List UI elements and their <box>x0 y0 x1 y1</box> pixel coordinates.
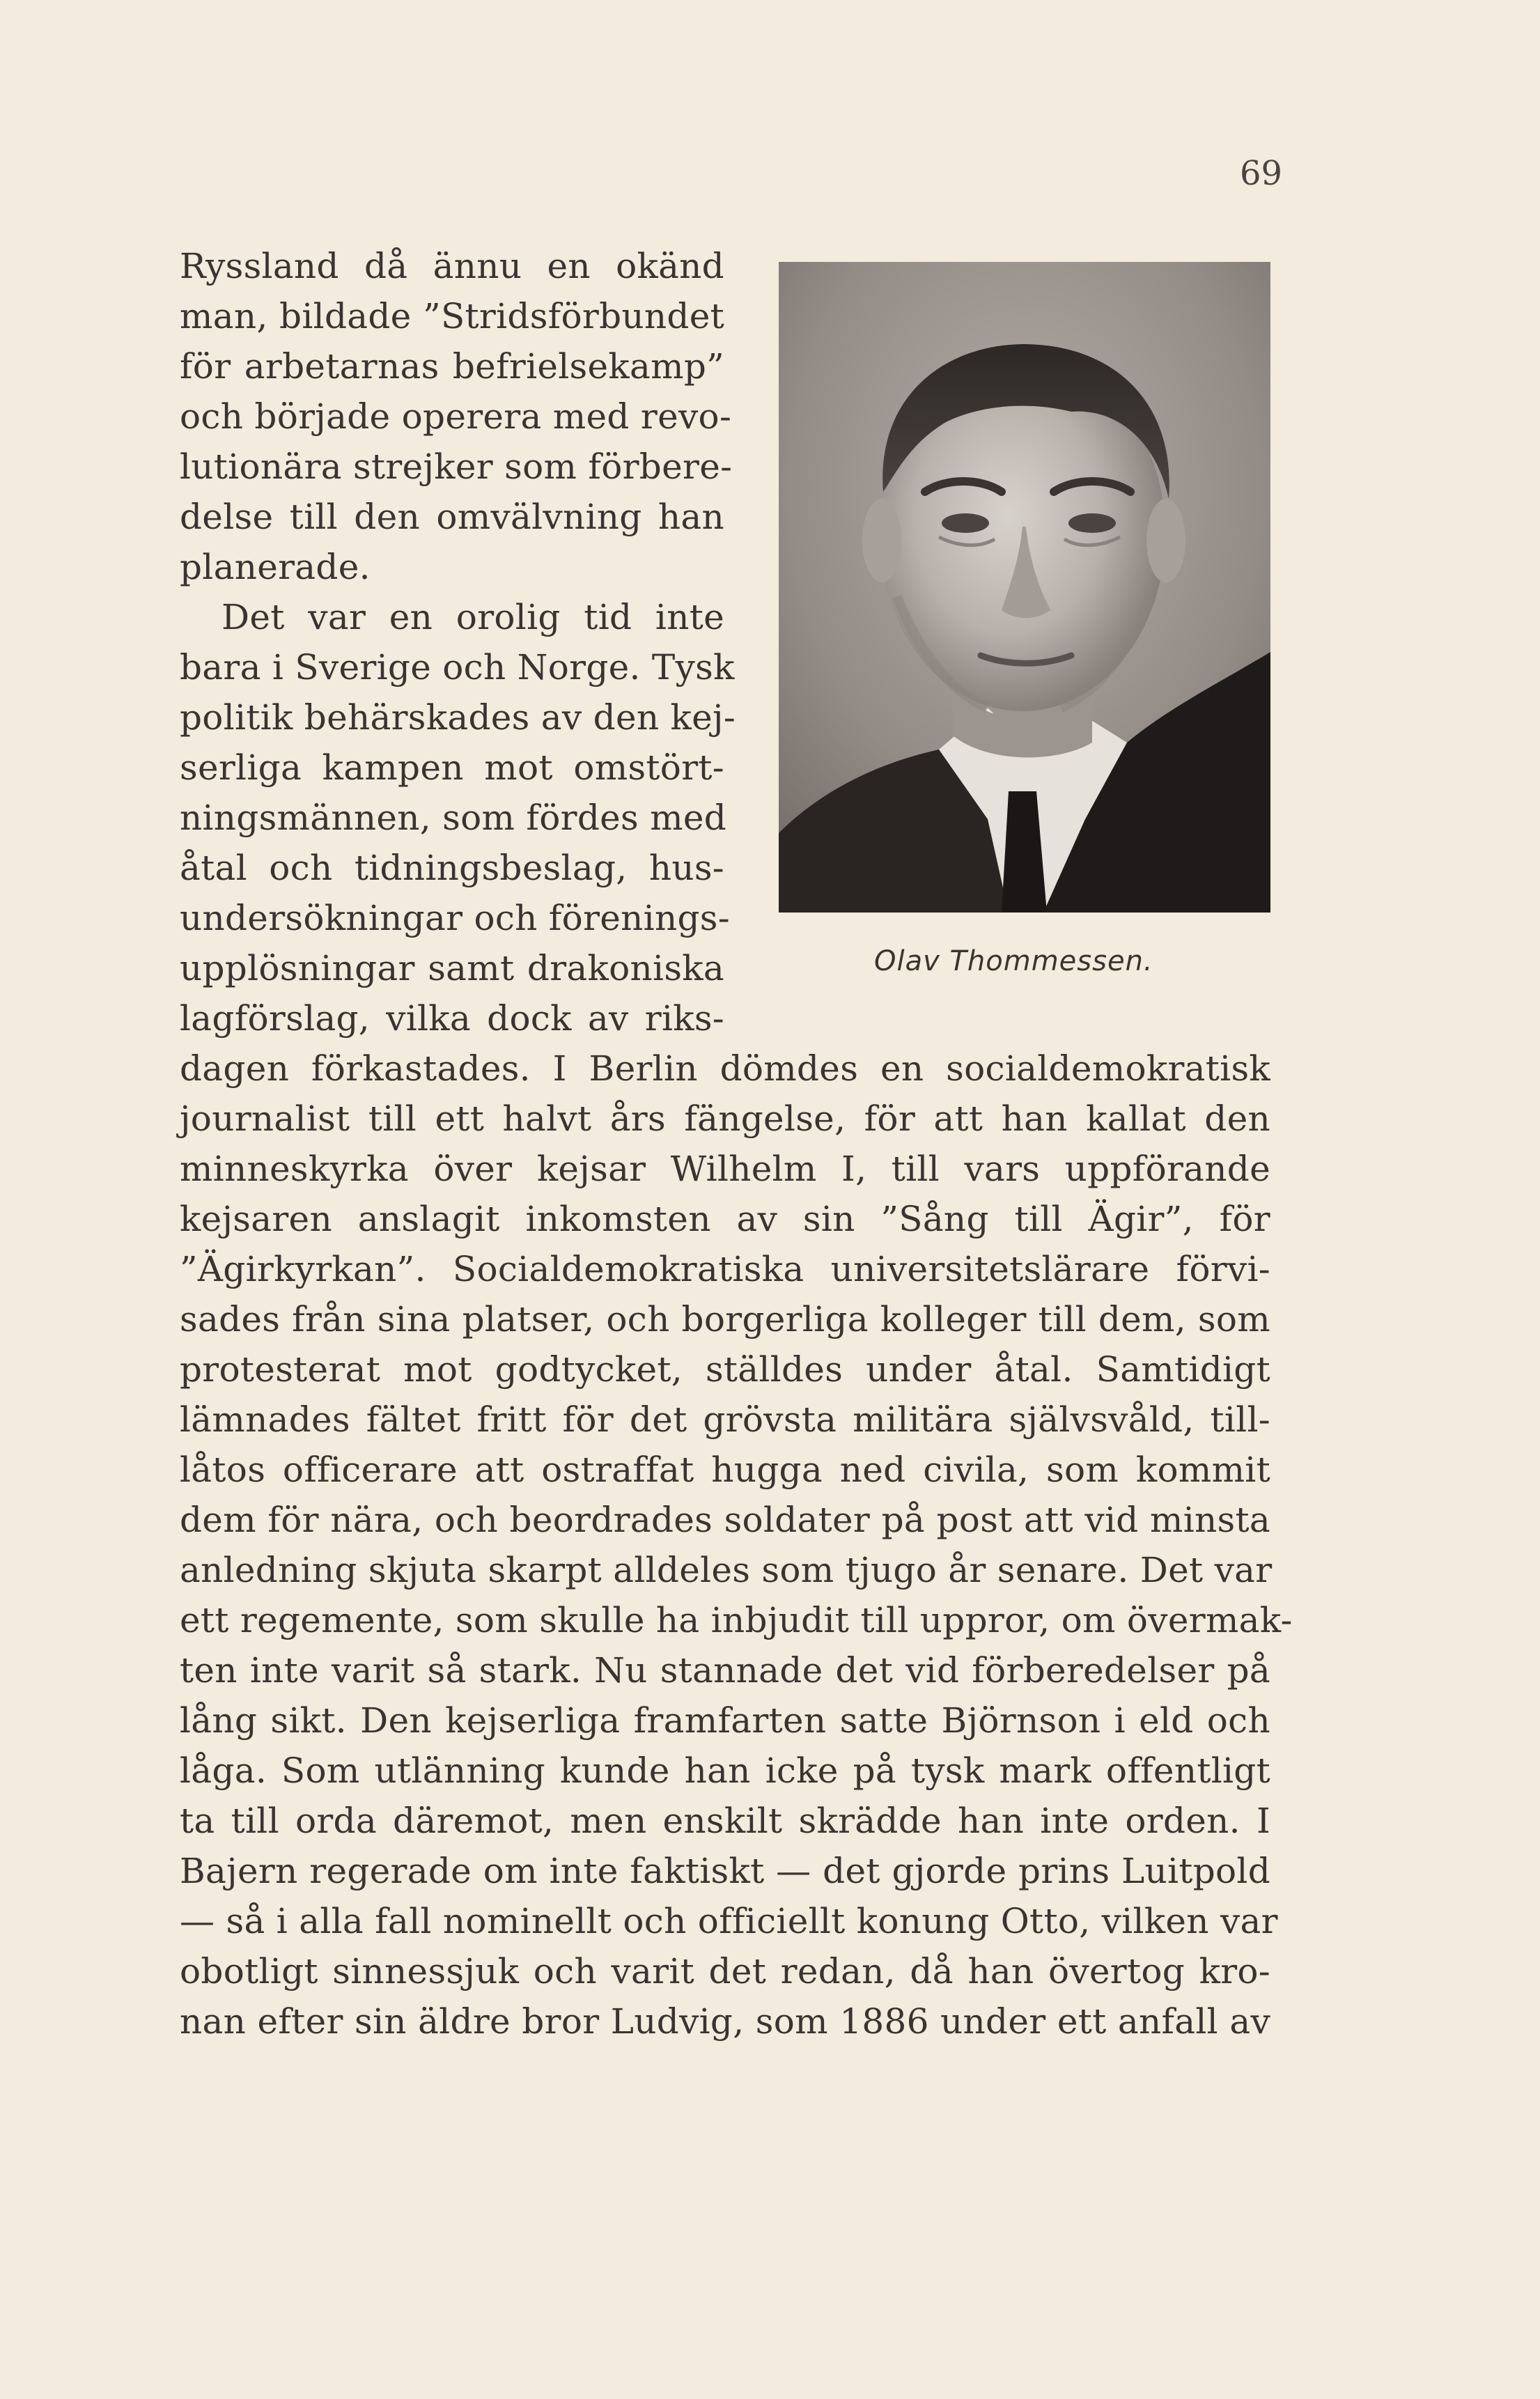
text-line: protesterat mot godtycket, ställdes under åtal. Samtidigt <box>180 1349 1270 1390</box>
text-line: nan efter sin äldre bror Ludvig, som 1886 under ett anfall av <box>180 2001 1270 2042</box>
text-line: låtos officerare att ostraffat hugga ned civila, som kommit <box>180 1450 1270 1490</box>
text-line: Ryssland då ännu en okänd <box>180 246 724 286</box>
text-line: ningsmännen, som fördes med <box>180 798 727 838</box>
text-line: åtal och tidningsbeslag, hus- <box>180 848 724 888</box>
text-line: serliga kampen mot omstört- <box>180 747 724 788</box>
text-line: delse till den omvälvning han <box>180 497 724 537</box>
text-line: Det var en orolig tid inte <box>221 597 724 637</box>
text-line: planerade. <box>180 547 371 587</box>
text-line: obotligt sinnessjuk och varit det redan, då han övertog kro- <box>180 1951 1270 1992</box>
text-line: lutionära strejker som förbere- <box>180 447 733 487</box>
text-line: och började operera med revo- <box>180 396 732 437</box>
text-line: kejsaren anslagit inkomsten av sin ”Sång till Ägir”, för <box>180 1199 1270 1239</box>
text-line: bara i Sverige och Norge. Tysk <box>180 647 735 688</box>
text-line: dagen förkastades. I Berlin dömdes en socialdemokratisk <box>180 1048 1270 1089</box>
text-line: anledning skjuta skarpt alldeles som tjugo år senare. Det var <box>180 1550 1273 1590</box>
text-line: journalist till ett halvt års fängelse, för att han kallat den <box>180 1098 1270 1139</box>
text-line: undersökningar och förenings- <box>180 898 730 938</box>
text-line: ”Ägirkyrkan”. Socialdemokratiska universitetslärare förvi- <box>180 1249 1270 1289</box>
text-line: lämnades fältet fritt för det grövsta militära självsvåld, till- <box>180 1399 1270 1440</box>
text-line: man, bildade ”Stridsförbundet <box>180 296 724 336</box>
page-number: 69 <box>1240 154 1283 193</box>
text-line: — så i alla fall nominellt och officiellt konung Otto, vilken var <box>180 1901 1278 1941</box>
text-line: ten inte varit så stark. Nu stannade det vid förberedelser på <box>180 1650 1270 1691</box>
text-line: minneskyrka över kejsar Wilhelm I, till vars uppförande <box>180 1149 1270 1189</box>
text-line: sades från sina platser, och borgerliga kolleger till dem, som <box>180 1299 1270 1340</box>
text-line: lång sikt. Den kejserliga framfarten satte Björnson i eld och <box>180 1700 1270 1741</box>
text-line: ta till orda däremot, men enskilt skrädde han inte orden. I <box>180 1801 1270 1841</box>
text-line: lagförslag, vilka dock av riks- <box>180 998 724 1039</box>
text-line: Bajern regerade om inte faktiskt — det gjorde prins Luitpold <box>180 1851 1270 1891</box>
text-line: dem för nära, och beordrades soldater på post att vid minsta <box>180 1500 1270 1540</box>
text-line: låga. Som utlänning kunde han icke på tysk mark offentligt <box>180 1750 1270 1791</box>
portrait-photo <box>779 262 1270 913</box>
text-line: ett regemente, som skulle ha inbjudit till uppror, om övermak- <box>180 1600 1293 1640</box>
text-line: politik behärskades av den kej- <box>180 697 736 738</box>
figure-caption: Olav Thommessen. <box>874 945 1153 977</box>
text-line: för arbetarnas befrielsekamp” <box>180 346 724 387</box>
text-line: upplösningar samt drakoniska <box>180 948 724 988</box>
